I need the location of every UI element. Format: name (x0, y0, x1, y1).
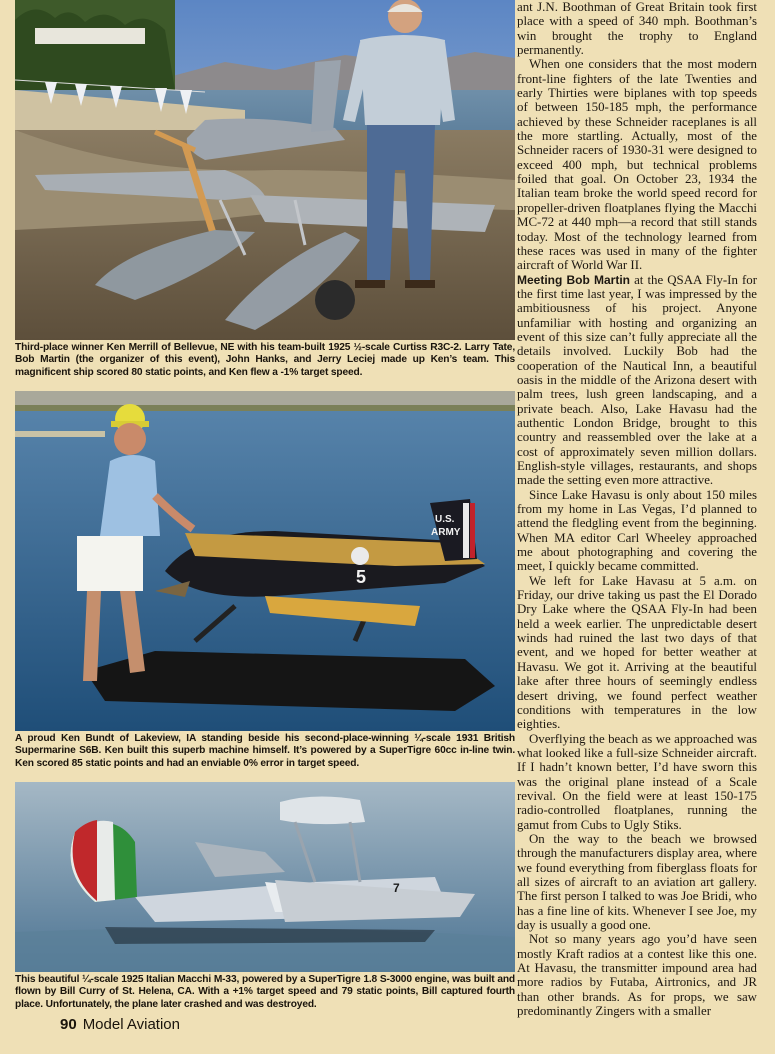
article-paragraph: When one considers that the most modern front-line fighters of the late Twenties and early Thirties were biplanes with top speeds of between 150-185 mph, the performance achieved by these Schneider raceplanes is all the more startling. Actually, most of the Schneider racers of 1930-31 were designed to exceed 400 mph, but technical problems foiled that goal. On October 23, 1934 the Italian team broke the world speed record for propeller-driven floatplanes flying the Macchi MC-72 at 440 mph—a record that still stands today. Most of the technology learned from these races was used in many of the fighter aircraft of World War II. (517, 57, 757, 273)
magazine-name: Model Aviation (82, 1016, 180, 1033)
article-paragraph: Since Lake Havasu is only about 150 miles from my home in Las Vegas, I’d planned to attend the fledgling event from the beginning. When MA editor Carl Wheeley approached me about photographing and covering the meet, I quickly became committed. (517, 487, 757, 574)
tail-marking-us: U.S. (435, 514, 455, 525)
photo-curtiss-image (15, 0, 515, 340)
photo-supermarine-s6b (15, 391, 515, 731)
page-footer (60, 1016, 180, 1033)
photo-supermarine-image (15, 391, 515, 731)
photo-macchi-image (15, 782, 515, 972)
caption-macchi: This beautiful ¼-scale 1925 Italian Macchi M-33, powered by a SuperTigre 1.8 S-3000 engine, was built and flown by Bill Curry of St. Helena, CA. With a +1% target speed and 79 static points, Bill captured fourth place. Unfortunately, the plane later crashed and was destroyed. (15, 974, 515, 1010)
caption-curtiss: Third-place winner Ken Merrill of Bellevue, NE with his team-built 1925 ½-scale Curtiss R3C-2. Larry Tate, Bob Martin (the organizer of this event), John Hanks, and Jerry Leciej made up Ken’s team. This magnificent ship scored 80 static points, and Ken flew a -1% target speed. (15, 342, 515, 378)
article-paragraph: Meeting Bob Martin at the QSAA Fly-In for the first time last year, I was impressed by the ambitiousness of his project. Anyone unfamiliar with hosting and organizing an event of this size can’t fully appreciate all the details involved. Luckily Bob had the cooperation of the Nautical Inn, a beautiful oasis in the middle of the Arizona desert with palm trees, lush green landscaping, and a private beach. Also, Lake Havasu had the authentic London Bridge, brought to this country and reassembled over the lake at a cost of approximately seven million dollars. English-style villages, restaurants, and shops made the setting even more attractive. (517, 272, 758, 488)
fuselage-number: 5 (356, 567, 367, 587)
article-column (517, 0, 757, 1018)
hull-number: 7 (393, 881, 400, 895)
caption-supermarine: A proud Ken Bundt of Lakeview, IA standing beside his second-place-winning ¼-scale 1931 British Supermarine S6B. Ken built this superb machine himself. It’s powered by a SuperTigre 60cc in-line twin. Ken scored 85 static points and had an enviable 0% error in target speed. (15, 733, 515, 769)
article-paragraph: On the way to the beach we browsed through the manufacturers display area, where we found everything from fiberglass floats for all sizes of aircraft to an aviation art gallery. The first person I talked to was Joe Bridi, who has a fine line of kits. Whenever I see Joe, my day is usually a good one. (517, 831, 757, 932)
tail-marking-army: ARMY (431, 527, 461, 538)
photo-curtiss-r3c2 (15, 0, 515, 340)
photo-macchi-m33 (15, 782, 515, 972)
page-number: 90 (60, 1016, 77, 1033)
article-paragraph: We left for Lake Havasu at 5 a.m. on Friday, our drive taking us past the El Dorado Dry Lake where the QSAA Fly-In had been held a week earlier. The unpredictable desert winds had ruined the last two days of that event, and we hoped for better weather at Havasu. We got it. Arriving at the beautiful lake after three hours of seemingly endless desert driving, we found perfect weather conditions with temperatures in the low eighties. (517, 573, 757, 732)
article-paragraph: Overflying the beach as we approached was what looked like a full-size Schneider aircraft. If I hadn’t known better, I’d have sworn this was the original plane instead of a Scale revival. On the field were at least 150-175 radio-controlled floatplanes, running the gamut from Cubs to Ugly Stiks. (517, 731, 757, 832)
article-paragraph: ant J.N. Boothman of Great Britain took first place with a speed of 340 mph. Boothman’s win brought the trophy to England permanently. (517, 0, 757, 58)
article-paragraph: Not so many years ago you’d have seen mostly Kraft radios at a contest like this one. At Havasu, the transmitter impound area had more radios by Futaba, Airtronics, and JR than other brands. As for props, we saw predominantly Zingers with a smaller (517, 932, 757, 1019)
article-subheading: Meeting Bob Martin (517, 272, 631, 287)
